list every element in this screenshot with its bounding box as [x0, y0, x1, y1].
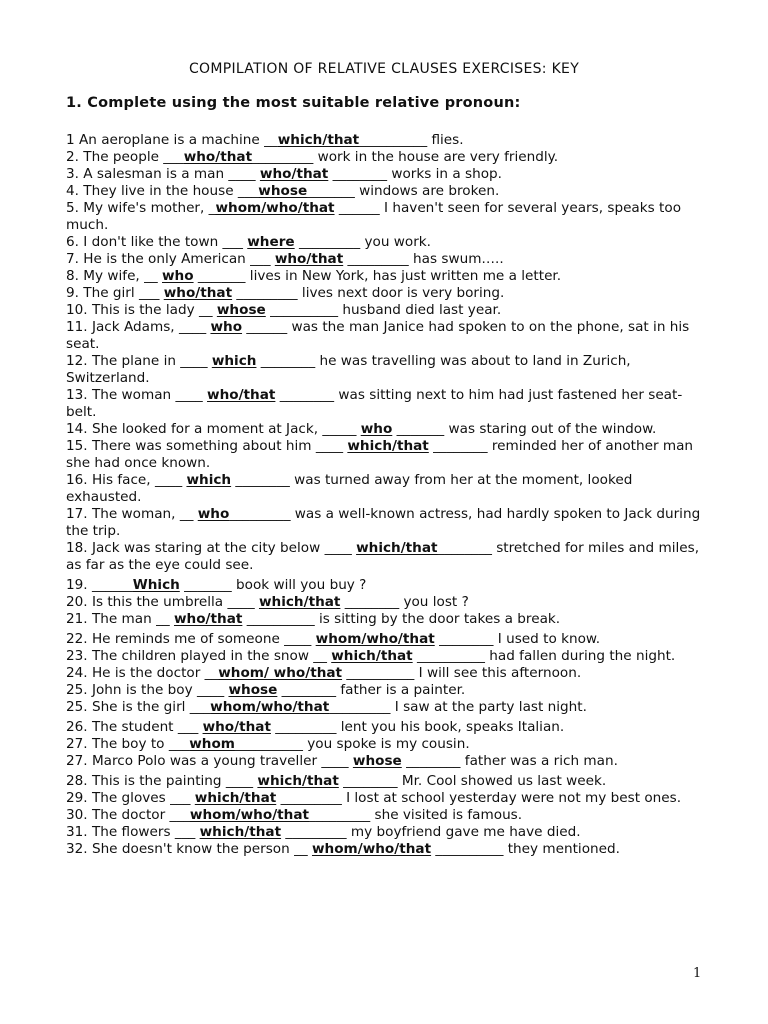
- exercise-item: 25. John is the boy ____ whose ________ father is a painter.: [66, 682, 466, 698]
- exercise-item: 10. This is the lady __ whose __________ husband died last year.: [66, 302, 502, 318]
- answer: which/that: [258, 594, 341, 610]
- exercise-item: 9. The girl ___ who/that _________ lives next door is very boring.: [66, 285, 505, 301]
- exercise-item: 13. The woman ____ who/that ________ was sitting next to him had just fastened her seat-belt.: [66, 387, 683, 420]
- answer: which/that: [257, 773, 339, 789]
- answer: whom/who/that: [311, 841, 432, 857]
- exercise-item: 24. He is the doctor __whom/ who/that __________ I will see this afternoon.: [66, 665, 582, 681]
- exercise-item: 1 An aeroplane is a machine __which/that__________ flies.: [66, 132, 464, 148]
- exercise-item: 7. He is the only American ___ who/that _________ has swum…..: [66, 251, 504, 267]
- exercise-item: 27. The boy to ___whom__________ you spoke is my cousin.: [66, 736, 470, 752]
- answer: who: [210, 319, 243, 335]
- exercise-item: 16. His face, ____ which ________ was turned away from her at the moment, looked exhausted.: [66, 472, 637, 505]
- exercise-heading: 1. Complete using the most suitable relative pronoun:: [66, 95, 521, 111]
- exercise-item: 28. This is the painting ____ which/that ________ Mr. Cool showed us last week.: [66, 773, 607, 789]
- answer: where: [247, 234, 295, 250]
- answer: whose: [228, 682, 278, 698]
- exercise-item: 26. The student ___ who/that _________ lent you his book, speaks Italian.: [66, 719, 565, 735]
- answer: Which: [132, 577, 180, 593]
- answer: whom/who/that: [215, 200, 335, 216]
- exercise-item: 25. She is the girl ___whom/who/that_________ I saw at the party last night.: [66, 699, 587, 715]
- exercise-item: 18. Jack was staring at the city below ____ which/that________ stretched for miles and miles, as far as the eye could see.: [66, 540, 704, 573]
- exercise-item: 2. The people ___who/that_________ work in the house are very friendly.: [66, 149, 559, 165]
- answer: who/that: [173, 611, 243, 627]
- exercise-list: [66, 132, 710, 858]
- exercise-item: 29. The gloves ___ which/that _________ I lost at school yesterday were not my best ones.: [66, 790, 682, 806]
- answer: who/that: [183, 149, 253, 165]
- answer: which/that: [356, 540, 438, 556]
- exercise-item: 15. There was something about him ____ which/that ________ reminded her of another man she had once known.: [66, 438, 698, 471]
- document-title: COMPILATION OF RELATIVE CLAUSES EXERCISES: KEY: [188, 61, 580, 77]
- exercise-item: 8. My wife, __ who _______ lives in New York, has just written me a letter.: [66, 268, 562, 284]
- page-number: 1: [693, 966, 702, 981]
- answer: which: [211, 353, 257, 369]
- answer: whom/who/that: [315, 631, 435, 647]
- answer: which/that: [347, 438, 429, 454]
- answer: who/that: [207, 387, 276, 403]
- answer: who/that: [274, 251, 344, 267]
- exercise-item: 14. She looked for a moment at Jack, _____ who _______ was staring out of the window.: [66, 421, 657, 437]
- answer: which/that: [331, 648, 413, 664]
- answer: whom/who/that: [189, 807, 310, 823]
- answer: whose: [258, 183, 308, 199]
- answer: who/that: [259, 166, 329, 182]
- exercise-item: 20. Is this the umbrella ____ which/that ________ you lost ?: [66, 594, 469, 610]
- answer: whom/ who/that: [218, 665, 343, 681]
- answer: who: [197, 506, 230, 522]
- answer: whom/who/that: [210, 699, 330, 715]
- exercise-item: 22. He reminds me of someone ____ whom/who/that ________ I used to know.: [66, 631, 601, 647]
- answer: who/that: [163, 285, 233, 301]
- answer: which/that: [277, 132, 360, 148]
- exercise-item: 23. The children played in the snow __ which/that __________ had fallen during the night.: [66, 648, 676, 664]
- answer: which/that: [194, 790, 277, 806]
- exercise-item: 3. A salesman is a man ____ who/that ________ works in a shop.: [66, 166, 502, 182]
- exercise-item: 12. The plane in ____ which ________ he was travelling was about to land in Zurich, Switzerland.: [66, 353, 635, 386]
- exercise-item: 17. The woman, __ who_________ was a well-known actress, had hardly spoken to Jack during the trip.: [66, 506, 705, 539]
- answer: whom: [189, 736, 235, 752]
- answer: which/that: [199, 824, 282, 840]
- answer: who: [360, 421, 393, 437]
- exercise-item: 11. Jack Adams, ____ who ______ was the man Janice had spoken to on the phone, sat in his seat.: [66, 319, 694, 352]
- answer: who/that: [202, 719, 271, 735]
- exercise-item: 30. The doctor ___whom/who/that_________ she visited is famous.: [66, 807, 523, 823]
- exercise-item: 19. ______Which _______ book will you buy ?: [66, 577, 367, 593]
- exercise-item: 31. The flowers ___ which/that _________ my boyfriend gave me have died.: [66, 824, 581, 840]
- answer: who: [162, 268, 194, 284]
- exercise-item: 5. My wife's mother, _whom/who/that ______ I haven't seen for several years, speaks too much.: [66, 200, 686, 233]
- exercise-item: 4. They live in the house ___whose_______ windows are broken.: [66, 183, 500, 199]
- answer: which: [186, 472, 232, 488]
- exercise-item: 6. I don't like the town ___ where _________ you work.: [66, 234, 431, 250]
- exercise-item: 32. She doesn't know the person __ whom/who/that __________ they mentioned.: [66, 841, 620, 857]
- exercise-item: 27. Marco Polo was a young traveller ____ whose ________ father was a rich man.: [66, 753, 618, 769]
- exercise-item: 21. The man __ who/that __________ is sitting by the door takes a break.: [66, 611, 561, 627]
- answer: whose: [216, 302, 266, 318]
- answer: whose: [352, 753, 402, 769]
